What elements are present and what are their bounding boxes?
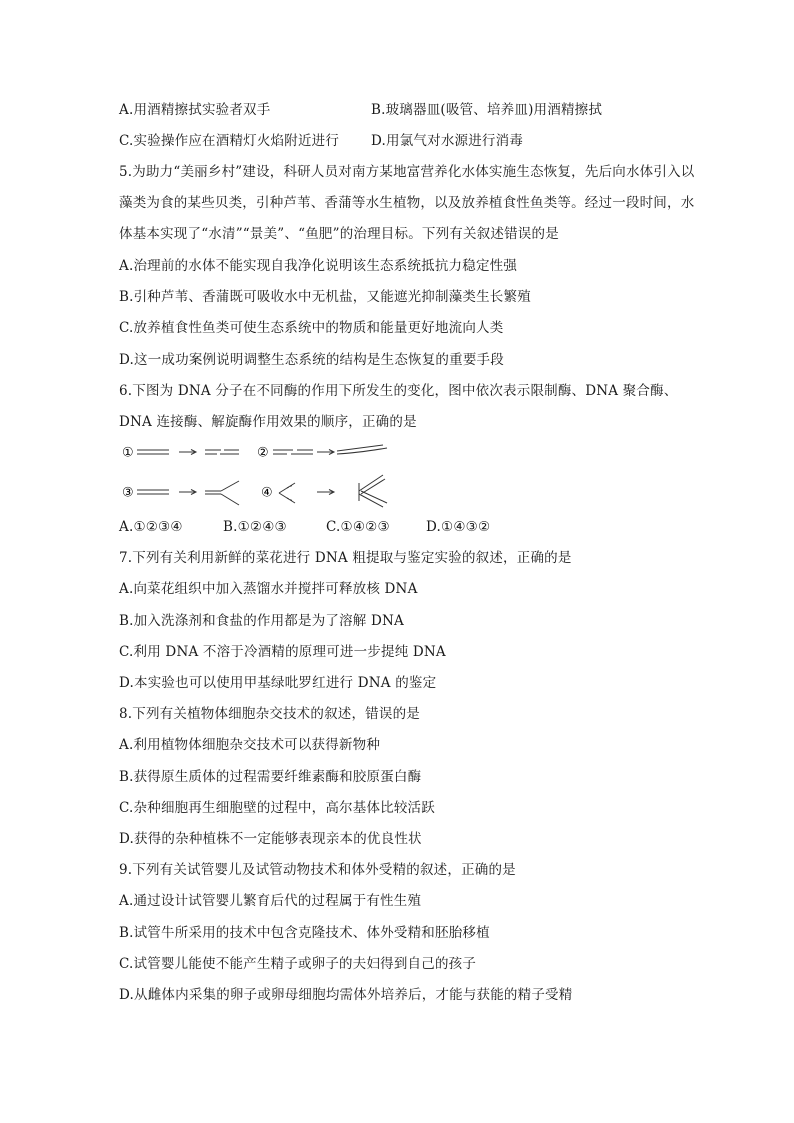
q7-option-c: C.利用 DNA 不溶于冷酒精的原理可进一步提纯 DNA [119, 643, 446, 660]
q4-option-b: B.玻璃器皿(吸管、培养皿)用酒精擦拭 [371, 102, 603, 118]
fig-label-1: ① [122, 445, 134, 461]
q4-options-row-1 [119, 100, 699, 120]
dna-diagram [121, 439, 411, 511]
q4-options-row-2 [119, 131, 699, 151]
q6-option-a: A.①②③④ [119, 519, 183, 536]
q8-stem: 8.下列有关植物体细胞杂交技术的叙述，错误的是 [119, 706, 420, 723]
q7-option-b: B.加入洗涤剂和食盐的作用都是为了溶解 DNA [119, 612, 404, 629]
q5-option-d: D.这一成功案例说明调整生态系统的结构是生态恢复的重要手段 [119, 351, 504, 368]
q4-option-a: A.用酒精擦拭实验者双手 [119, 102, 271, 118]
q6-option-c: C.①④②③ [326, 519, 390, 536]
q9-option-b: B.试管牛所采用的技术中包含克隆技术、体外受精和胚胎移植 [119, 924, 490, 941]
q9-option-a: A.通过设计试管婴儿繁育后代的过程属于有性生殖 [119, 893, 422, 910]
q5-stem: 5.为助力“美丽乡村”建设，科研人员对南方某地富营养化水体实施生态恢复，先后向水体引入以藻类为食的某些贝类，引种芦苇、香蒲等水生植物，以及放养植食性鱼类等。经过一段时间，水体基本实现了“水清”“景美”、“鱼肥”的治理目标。下列有关叙述错误的是 [119, 163, 695, 243]
q6-option-b: B.①②④③ [223, 519, 287, 536]
q5-option-c: C.放养植食性鱼类可使生态系统中的物质和能量更好地流向人类 [119, 320, 504, 337]
q8-option-d: D.获得的杂种植株不一定能够表现亲本的优良性状 [119, 830, 422, 847]
q6-options-row [119, 517, 699, 537]
q5-option-b: B.引种芦苇、香蒲既可吸收水中无机盐，又能遮光抑制藻类生长繁殖 [119, 289, 531, 306]
q6-stem-line-1: 6.下图为 DNA 分子在不同酶的作用下所发生的变化，图中依次表示限制酶、DNA 聚合酶、 [119, 382, 678, 399]
q6-stem-line-2: DNA 连接酶、解旋酶作用效果的顺序，正确的是 [119, 413, 417, 430]
exam-page [119, 100, 699, 1016]
fig-label-3: ③ [122, 485, 134, 501]
q7-option-a: A.向菜花组织中加入蒸馏水并搅拌可释放核 DNA [119, 581, 418, 598]
q7-option-d: D.本实验也可以使用甲基绿吡罗红进行 DNA 的鉴定 [119, 675, 437, 692]
q5-option-a: A.治理前的水体不能实现自我净化说明该生态系统抵抗力稳定性强 [119, 257, 518, 274]
q4-option-c: C.实验操作应在酒精灯火焰附近进行 [119, 133, 340, 150]
fig-label-2: ② [257, 445, 269, 461]
q4-option-d: D.用氯气对水源进行消毒 [371, 133, 524, 150]
dna-enzyme-figure [121, 439, 699, 511]
q8-option-b: B.获得原生质体的过程需要纤维素酶和胶原蛋白酶 [119, 768, 422, 785]
q6-option-d: D.①④③② [426, 519, 491, 536]
fig-label-4: ④ [261, 485, 273, 501]
q8-option-c: C.杂种细胞再生细胞壁的过程中，高尔基体比较活跃 [119, 799, 435, 816]
q8-option-a: A.利用植物体细胞杂交技术可以获得新物种 [119, 737, 381, 754]
q7-stem: 7.下列有关利用新鲜的菜花进行 DNA 粗提取与鉴定实验的叙述，正确的是 [119, 550, 572, 567]
q9-stem: 9.下列有关试管婴儿及试管动物技术和体外受精的叙述，正确的是 [119, 862, 516, 879]
q9-option-d: D.从雌体内采集的卵子或卵母细胞均需体外培养后，才能与获能的精子受精 [119, 986, 573, 1003]
q9-option-c: C.试管婴儿能使不能产生精子或卵子的夫妇得到自己的孩子 [119, 955, 477, 972]
